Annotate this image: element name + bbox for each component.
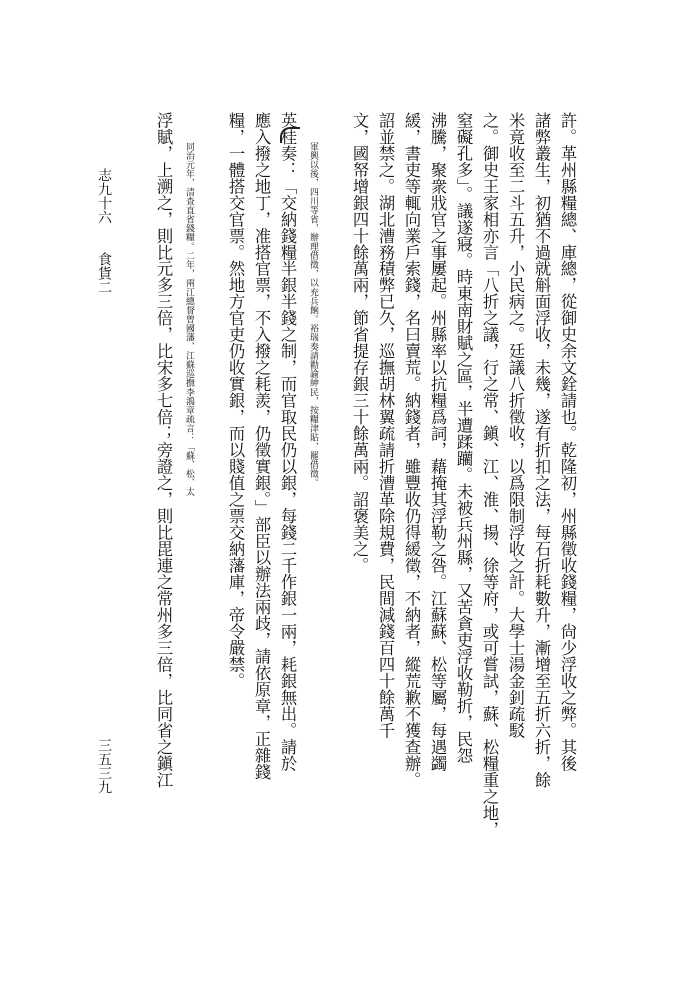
text-column-11: 英桂奏：「交納錢糧半銀半錢之制，而官取民仍以銀，每錢二千作銀一兩，耗銀無出。請於 [278, 112, 297, 772]
page-number: 三五三九 [96, 738, 112, 794]
text-column-3: 米竟收至二斗五升，小民病之。廷議八折徵收，以爲限制浮收之計。大學士湯金釗疏駁 [506, 112, 525, 739]
text-column-14: 同治元年，清查直省錢糧。二年，兩江總督曾國藩、江蘇巡撫李鴻章疏言：「蘇、松、太 [184, 142, 194, 497]
text-column-4: 之。御史王家相亦言「八折之議，行之常、鎭、江、淮、揚、徐等府，或可嘗試，蘇、松糧重之地， [480, 112, 499, 838]
text-column-9: 文，國帑增銀四十餘萬兩，節省提存銀三十餘萬兩。詔褒美之。 [350, 112, 369, 574]
text-column-15: 浮賦，上溯之，則比元多三倍，比宋多七倍；旁證之，則比毘連之常州多三倍，比同省之鎭江 [154, 112, 173, 789]
text-column-2: 諸弊叢生，初猶不過就斛面浮收，未幾，遂有折扣之法，每石折耗數升，漸增至五折六折，餘 [532, 112, 551, 789]
running-header-section: 食貨二 [96, 252, 112, 294]
text-column-5: 窒礙孔多」。議遂寢。時東南財賦之區，半遭蹂躪。未被兵州縣，又苦貪吏浮收勒折，民怨 [454, 112, 473, 764]
text-column-8: 詔並禁之。湖北漕務積弊已久，巡撫胡林翼疏請折漕革除規費，民間減錢百四十餘萬千 [376, 112, 395, 739]
text-column-1: 許。革州縣糧總、庫總，從御史余文銓請也。乾隆初，州縣徵收錢糧，尙少浮收之弊。其後 [558, 112, 577, 772]
running-header-chapter: 志九十六 [96, 168, 112, 224]
text-column-6: 沸騰，聚衆戕官之事屢起。州縣率以抗糧爲詞，藉掩其浮勒之咎。江蘇蘇、松等屬，每遇蠲 [428, 112, 447, 772]
text-column-12: 應入撥之地丁，准搭官票，不入撥之耗羨，仍徵實銀。」部臣以辦法兩歧，請依原章，正雜錢 [252, 112, 271, 780]
text-column-7: 緩，書吏等輒向業戶索錢，名曰賣荒。納錢者，雖豐收仍得緩徵，不納者，縱荒歉不獲查辦。 [402, 112, 421, 789]
text-column-10: 軍興以後，四川等省，辦理借徵，以充兵餉。裕瑞奏請勸諭紳民，按糧津貼，罷借徵。 [308, 142, 318, 488]
text-column-13: 糧，一體搭交官票。然地方官吏仍收實銀，而以賤值之票交納藩庫，帝令嚴禁。 [226, 112, 245, 690]
